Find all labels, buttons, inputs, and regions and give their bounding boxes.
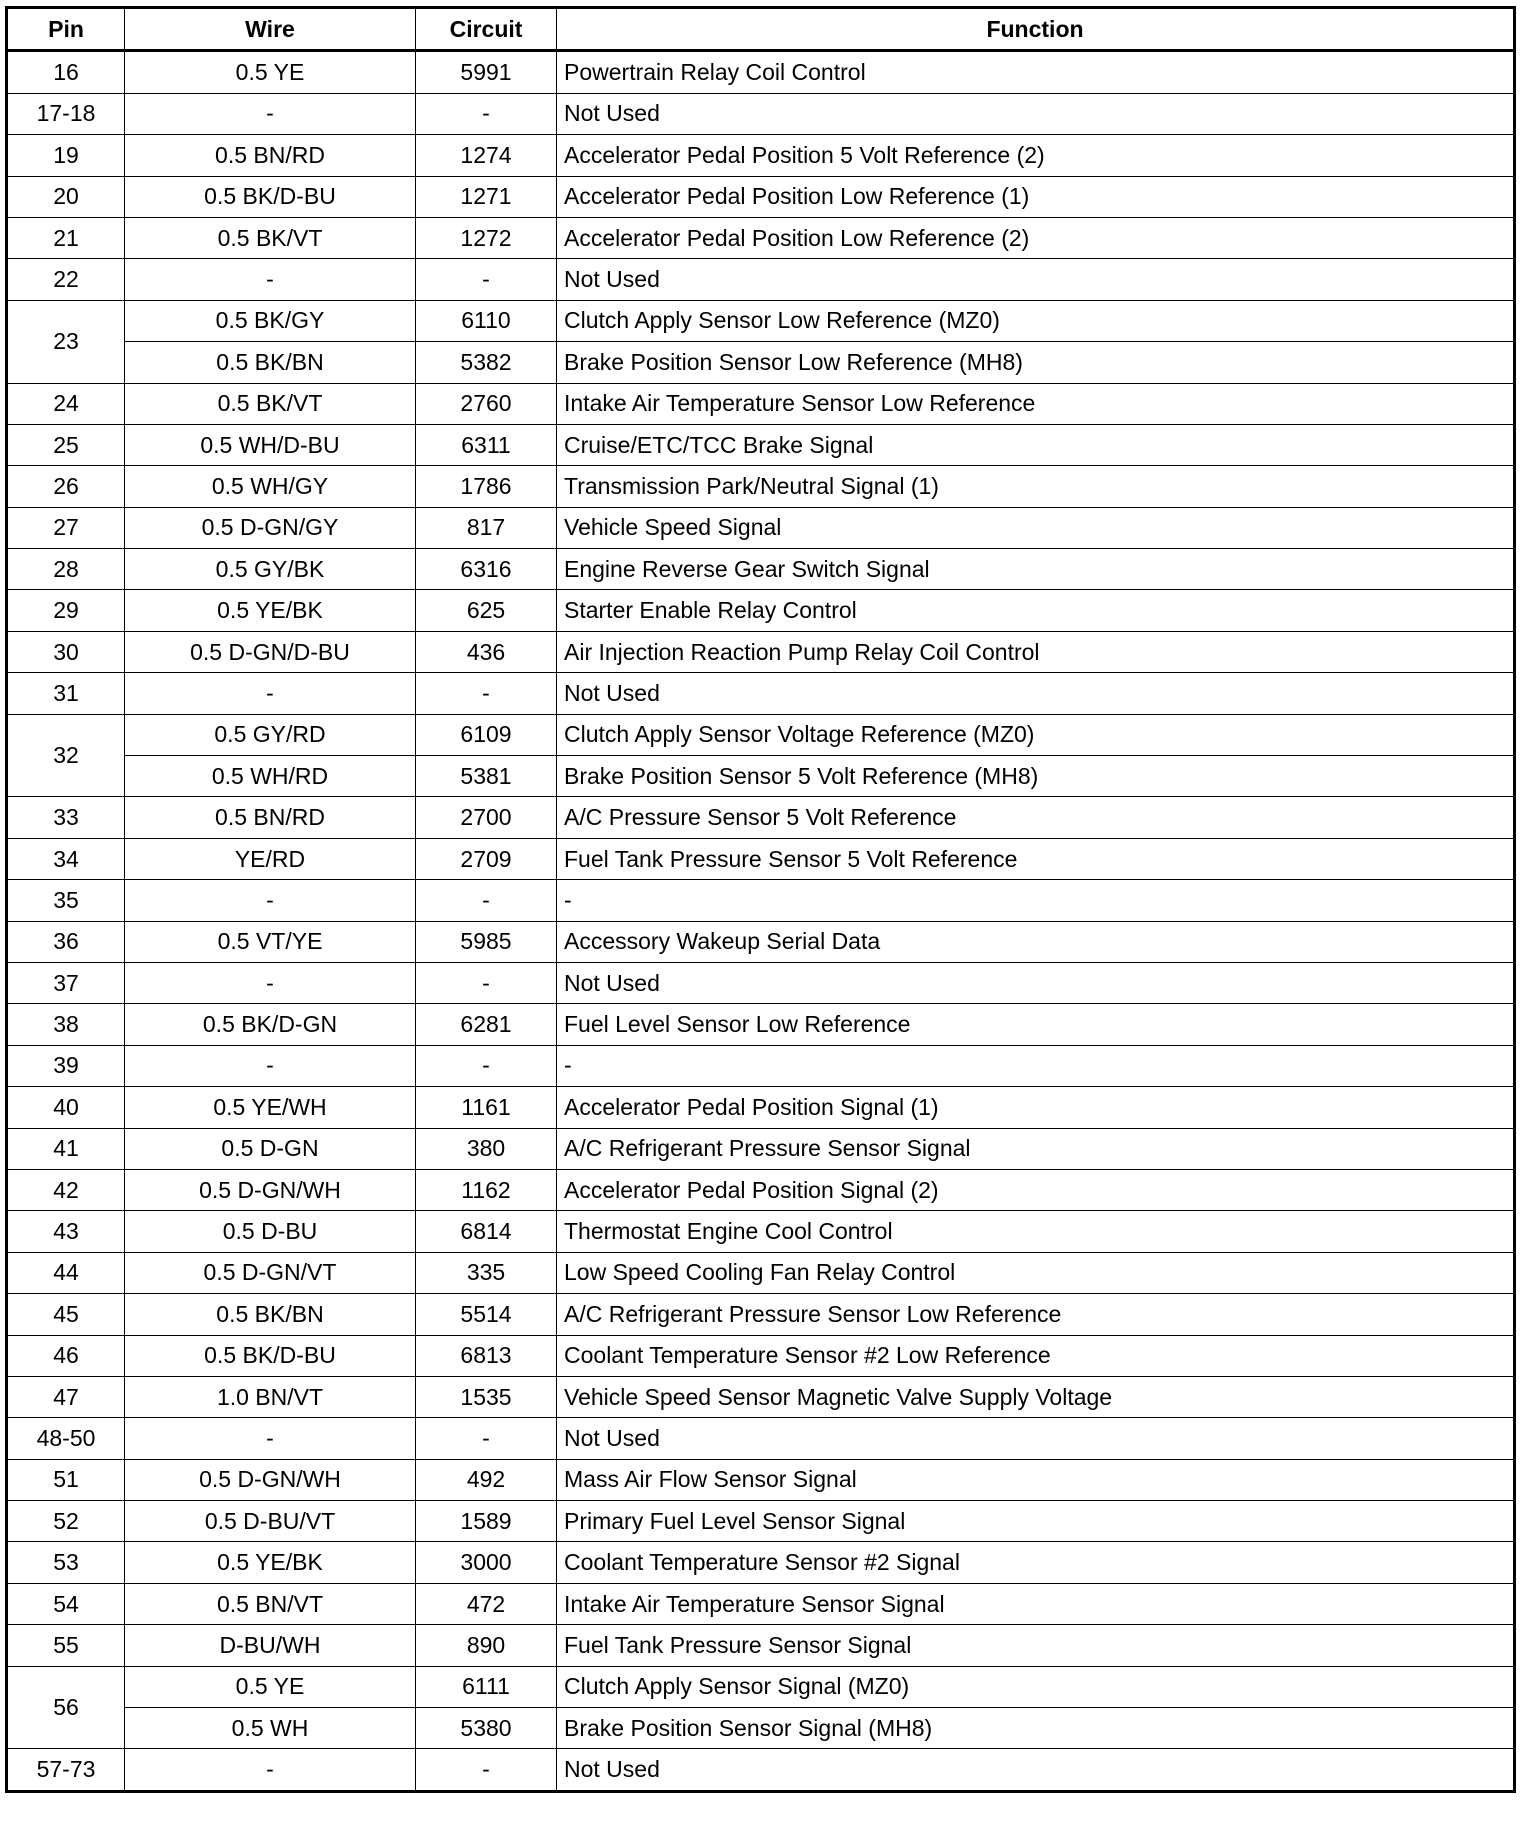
pin-cell: 41 (7, 1128, 125, 1169)
function-cell: Powertrain Relay Coil Control (557, 51, 1515, 93)
circuit-cell: 3000 (416, 1542, 557, 1583)
table-row (7, 1128, 1515, 1169)
wire-cell: 0.5 D-GN/GY (125, 507, 416, 548)
function-cell: - (557, 1045, 1515, 1086)
table-row (7, 880, 1515, 921)
function-cell: Low Speed Cooling Fan Relay Control (557, 1252, 1515, 1293)
wire-cell: - (125, 673, 416, 714)
circuit-cell: 5514 (416, 1294, 557, 1335)
function-cell: Transmission Park/Neutral Signal (1) (557, 466, 1515, 507)
function-cell: Coolant Temperature Sensor #2 Low Reference (557, 1335, 1515, 1376)
pin-cell: 36 (7, 921, 125, 962)
pin-cell: 35 (7, 880, 125, 921)
circuit-cell: 1274 (416, 135, 557, 176)
pin-cell: 53 (7, 1542, 125, 1583)
table-row (7, 590, 1515, 631)
table-row (7, 1749, 1515, 1791)
circuit-cell: - (416, 1418, 557, 1459)
pin-cell: 47 (7, 1376, 125, 1417)
connector-pinout-document (5, 6, 1516, 1793)
circuit-cell: 1161 (416, 1087, 557, 1128)
circuit-cell: - (416, 1045, 557, 1086)
function-cell: Thermostat Engine Cool Control (557, 1211, 1515, 1252)
wire-cell: 0.5 D-BU/VT (125, 1501, 416, 1542)
pin-cell: 48-50 (7, 1418, 125, 1459)
header-circuit: Circuit (416, 8, 557, 51)
pin-cell: 31 (7, 673, 125, 714)
table-row (7, 549, 1515, 590)
function-cell: Brake Position Sensor Signal (MH8) (557, 1708, 1515, 1749)
pin-cell: 45 (7, 1294, 125, 1335)
pin-cell: 57-73 (7, 1749, 125, 1791)
wire-cell: 0.5 BK/VT (125, 383, 416, 424)
pin-cell: 27 (7, 507, 125, 548)
function-cell: Accelerator Pedal Position 5 Volt Reference (2) (557, 135, 1515, 176)
function-cell: Mass Air Flow Sensor Signal (557, 1459, 1515, 1500)
function-cell: Cruise/ETC/TCC Brake Signal (557, 424, 1515, 465)
function-cell: Air Injection Reaction Pump Relay Coil Control (557, 631, 1515, 672)
pin-cell: 52 (7, 1501, 125, 1542)
table-body (7, 51, 1515, 1791)
pin-cell: 26 (7, 466, 125, 507)
function-cell: Clutch Apply Sensor Voltage Reference (MZ0) (557, 714, 1515, 755)
function-cell: A/C Refrigerant Pressure Sensor Signal (557, 1128, 1515, 1169)
function-cell: - (557, 880, 1515, 921)
circuit-cell: 1589 (416, 1501, 557, 1542)
function-cell: Not Used (557, 673, 1515, 714)
wire-cell: 0.5 VT/YE (125, 921, 416, 962)
pin-cell: 46 (7, 1335, 125, 1376)
table-row (7, 1211, 1515, 1252)
table-row (7, 1376, 1515, 1417)
function-cell: Starter Enable Relay Control (557, 590, 1515, 631)
pin-cell: 55 (7, 1625, 125, 1666)
pin-cell: 21 (7, 217, 125, 258)
wire-cell: 0.5 WH/RD (125, 756, 416, 797)
pin-cell: 38 (7, 1004, 125, 1045)
wire-cell: 0.5 WH/GY (125, 466, 416, 507)
wire-cell: 0.5 YE/WH (125, 1087, 416, 1128)
table-row (7, 342, 1515, 383)
function-cell: Clutch Apply Sensor Signal (MZ0) (557, 1666, 1515, 1707)
wire-cell: 0.5 D-GN/WH (125, 1459, 416, 1500)
pin-cell: 29 (7, 590, 125, 631)
wire-cell: 0.5 BK/BN (125, 342, 416, 383)
function-cell: Coolant Temperature Sensor #2 Signal (557, 1542, 1515, 1583)
circuit-cell: 6110 (416, 300, 557, 341)
circuit-cell: 2760 (416, 383, 557, 424)
circuit-cell: - (416, 962, 557, 1003)
table-row (7, 383, 1515, 424)
function-cell: Not Used (557, 1418, 1515, 1459)
table-row (7, 1252, 1515, 1293)
wire-cell: - (125, 962, 416, 1003)
pin-cell: 24 (7, 383, 125, 424)
circuit-cell: - (416, 673, 557, 714)
circuit-cell: - (416, 880, 557, 921)
wire-cell: 0.5 YE (125, 1666, 416, 1707)
table-row (7, 1418, 1515, 1459)
wire-cell: - (125, 1045, 416, 1086)
function-cell: Intake Air Temperature Sensor Low Reference (557, 383, 1515, 424)
function-cell: Primary Fuel Level Sensor Signal (557, 1501, 1515, 1542)
pin-cell: 22 (7, 259, 125, 300)
function-cell: Accelerator Pedal Position Signal (2) (557, 1169, 1515, 1210)
table-row (7, 838, 1515, 879)
table-row (7, 1294, 1515, 1335)
circuit-cell: 6813 (416, 1335, 557, 1376)
wire-cell: 0.5 BK/BN (125, 1294, 416, 1335)
wire-cell: 0.5 GY/RD (125, 714, 416, 755)
table-row (7, 797, 1515, 838)
table-row (7, 424, 1515, 465)
wire-cell: 0.5 YE (125, 51, 416, 93)
wire-cell: - (125, 880, 416, 921)
table-row (7, 1666, 1515, 1707)
circuit-cell: 6311 (416, 424, 557, 465)
circuit-cell: 335 (416, 1252, 557, 1293)
circuit-cell: 1535 (416, 1376, 557, 1417)
wire-cell: 0.5 BN/RD (125, 797, 416, 838)
table-row (7, 1004, 1515, 1045)
circuit-cell: 380 (416, 1128, 557, 1169)
circuit-cell: 1271 (416, 176, 557, 217)
function-cell: Intake Air Temperature Sensor Signal (557, 1583, 1515, 1624)
wire-cell: 0.5 D-GN/WH (125, 1169, 416, 1210)
wire-cell: 1.0 BN/VT (125, 1376, 416, 1417)
wire-cell: 0.5 BK/D-BU (125, 1335, 416, 1376)
table-row (7, 714, 1515, 755)
function-cell: A/C Pressure Sensor 5 Volt Reference (557, 797, 1515, 838)
circuit-cell: 6814 (416, 1211, 557, 1252)
pin-cell: 44 (7, 1252, 125, 1293)
wire-cell: 0.5 YE/BK (125, 590, 416, 631)
function-cell: Not Used (557, 259, 1515, 300)
table-row (7, 466, 1515, 507)
table-row (7, 1708, 1515, 1749)
circuit-cell: 6111 (416, 1666, 557, 1707)
function-cell: Fuel Tank Pressure Sensor Signal (557, 1625, 1515, 1666)
table-row (7, 51, 1515, 93)
function-cell: Accelerator Pedal Position Low Reference (1) (557, 176, 1515, 217)
pin-cell: 33 (7, 797, 125, 838)
table-row (7, 135, 1515, 176)
table-row (7, 1625, 1515, 1666)
wire-cell: 0.5 D-BU (125, 1211, 416, 1252)
function-cell: Accelerator Pedal Position Low Reference (2) (557, 217, 1515, 258)
circuit-cell: - (416, 259, 557, 300)
function-cell: Accessory Wakeup Serial Data (557, 921, 1515, 962)
function-cell: Vehicle Speed Sensor Magnetic Valve Supply Voltage (557, 1376, 1515, 1417)
wire-cell: - (125, 1418, 416, 1459)
circuit-cell: 890 (416, 1625, 557, 1666)
function-cell: Not Used (557, 93, 1515, 134)
circuit-cell: 436 (416, 631, 557, 672)
circuit-cell: 6109 (416, 714, 557, 755)
table-row (7, 1045, 1515, 1086)
function-cell: Brake Position Sensor Low Reference (MH8) (557, 342, 1515, 383)
wire-cell: - (125, 259, 416, 300)
pin-cell: 28 (7, 549, 125, 590)
wire-cell: 0.5 BK/D-BU (125, 176, 416, 217)
wire-cell: 0.5 D-GN/VT (125, 1252, 416, 1293)
pin-cell: 32 (7, 714, 125, 797)
circuit-cell: - (416, 93, 557, 134)
circuit-cell: 5381 (416, 756, 557, 797)
wire-cell: 0.5 YE/BK (125, 1542, 416, 1583)
pinout-table (5, 6, 1516, 1793)
function-cell: Not Used (557, 1749, 1515, 1791)
table-row (7, 1087, 1515, 1128)
circuit-cell: 5991 (416, 51, 557, 93)
function-cell: Engine Reverse Gear Switch Signal (557, 549, 1515, 590)
header-wire: Wire (125, 8, 416, 51)
function-cell: Fuel Level Sensor Low Reference (557, 1004, 1515, 1045)
circuit-cell: 5382 (416, 342, 557, 383)
table-row (7, 673, 1515, 714)
wire-cell: 0.5 BK/D-GN (125, 1004, 416, 1045)
wire-cell: 0.5 BN/RD (125, 135, 416, 176)
table-header-row (7, 8, 1515, 51)
pin-cell: 54 (7, 1583, 125, 1624)
pin-cell: 43 (7, 1211, 125, 1252)
pin-cell: 25 (7, 424, 125, 465)
pin-cell: 34 (7, 838, 125, 879)
pin-cell: 19 (7, 135, 125, 176)
wire-cell: 0.5 BN/VT (125, 1583, 416, 1624)
table-row (7, 1169, 1515, 1210)
pin-cell: 51 (7, 1459, 125, 1500)
function-cell: Accelerator Pedal Position Signal (1) (557, 1087, 1515, 1128)
function-cell: Fuel Tank Pressure Sensor 5 Volt Reference (557, 838, 1515, 879)
pin-cell: 16 (7, 51, 125, 93)
table-row (7, 631, 1515, 672)
circuit-cell: 5985 (416, 921, 557, 962)
circuit-cell: 6316 (416, 549, 557, 590)
circuit-cell: 6281 (416, 1004, 557, 1045)
table-row (7, 1583, 1515, 1624)
header-function: Function (557, 8, 1515, 51)
table-row (7, 259, 1515, 300)
wire-cell: D-BU/WH (125, 1625, 416, 1666)
table-row (7, 1335, 1515, 1376)
wire-cell: 0.5 BK/GY (125, 300, 416, 341)
circuit-cell: 625 (416, 590, 557, 631)
wire-cell: YE/RD (125, 838, 416, 879)
wire-cell: 0.5 D-GN/D-BU (125, 631, 416, 672)
pin-cell: 40 (7, 1087, 125, 1128)
wire-cell: 0.5 BK/VT (125, 217, 416, 258)
table-row (7, 1459, 1515, 1500)
wire-cell: - (125, 1749, 416, 1791)
circuit-cell: 2700 (416, 797, 557, 838)
table-row (7, 756, 1515, 797)
pin-cell: 37 (7, 962, 125, 1003)
function-cell: Brake Position Sensor 5 Volt Reference (MH8) (557, 756, 1515, 797)
wire-cell: 0.5 GY/BK (125, 549, 416, 590)
wire-cell: 0.5 WH (125, 1708, 416, 1749)
table-row (7, 217, 1515, 258)
circuit-cell: 5380 (416, 1708, 557, 1749)
table-row (7, 1501, 1515, 1542)
pin-cell: 30 (7, 631, 125, 672)
circuit-cell: 1162 (416, 1169, 557, 1210)
table-row (7, 507, 1515, 548)
circuit-cell: 1786 (416, 466, 557, 507)
pin-cell: 56 (7, 1666, 125, 1749)
wire-cell: - (125, 93, 416, 134)
circuit-cell: - (416, 1749, 557, 1791)
table-row (7, 300, 1515, 341)
table-row (7, 93, 1515, 134)
circuit-cell: 1272 (416, 217, 557, 258)
table-row (7, 1542, 1515, 1583)
circuit-cell: 472 (416, 1583, 557, 1624)
circuit-cell: 817 (416, 507, 557, 548)
function-cell: Vehicle Speed Signal (557, 507, 1515, 548)
pin-cell: 17-18 (7, 93, 125, 134)
circuit-cell: 2709 (416, 838, 557, 879)
circuit-cell: 492 (416, 1459, 557, 1500)
wire-cell: 0.5 D-GN (125, 1128, 416, 1169)
wire-cell: 0.5 WH/D-BU (125, 424, 416, 465)
pin-cell: 42 (7, 1169, 125, 1210)
pin-cell: 20 (7, 176, 125, 217)
function-cell: Not Used (557, 962, 1515, 1003)
function-cell: Clutch Apply Sensor Low Reference (MZ0) (557, 300, 1515, 341)
table-row (7, 176, 1515, 217)
function-cell: A/C Refrigerant Pressure Sensor Low Reference (557, 1294, 1515, 1335)
table-row (7, 962, 1515, 1003)
pin-cell: 23 (7, 300, 125, 383)
pin-cell: 39 (7, 1045, 125, 1086)
table-row (7, 921, 1515, 962)
header-pin: Pin (7, 8, 125, 51)
